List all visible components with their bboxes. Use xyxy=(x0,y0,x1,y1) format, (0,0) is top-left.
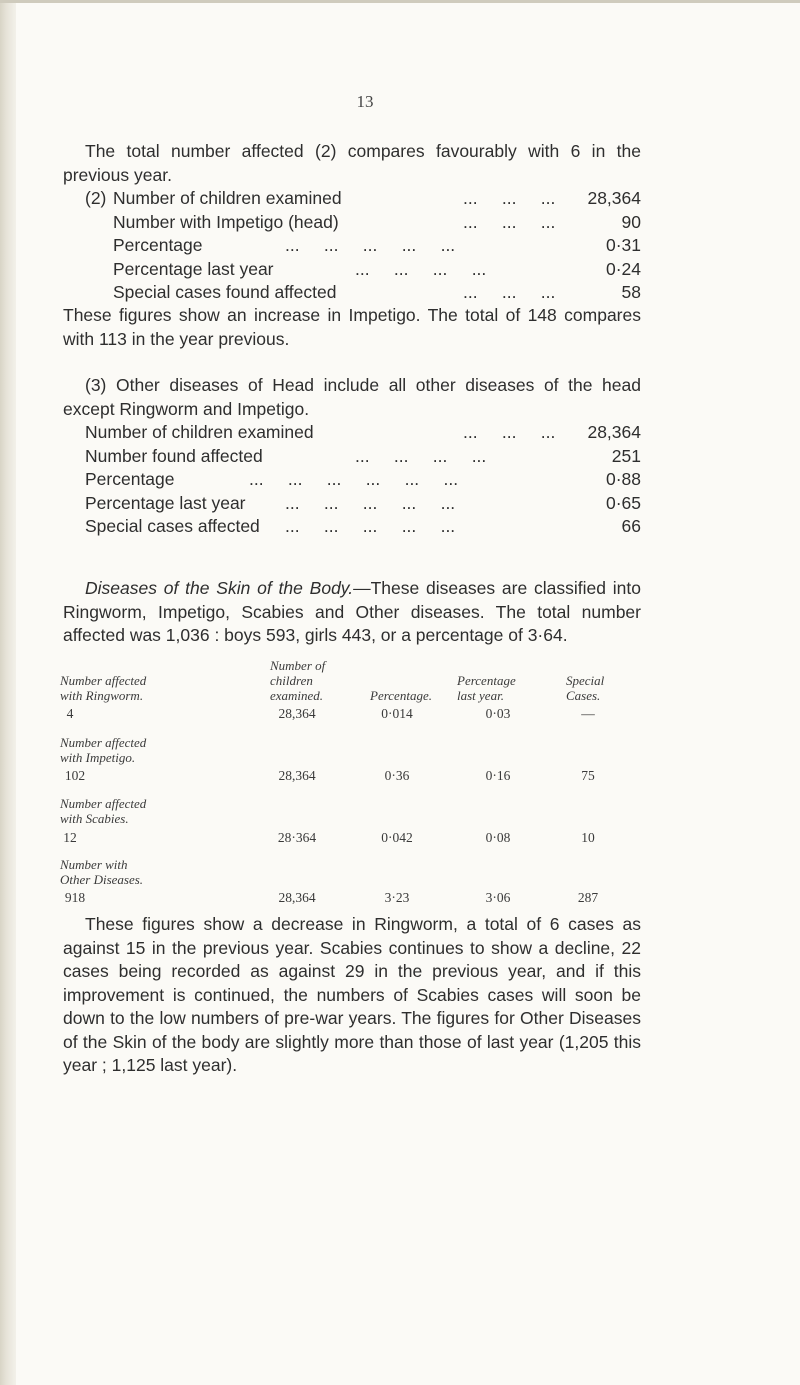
skin-section-text: —These diseases are classified into Ringworm, Impetigo, Scabies and Other diseases. The total number affected was 1,036 : boys 593, girls 443, or a percentage of 3·64. xyxy=(63,578,641,645)
page-number: 13 xyxy=(356,92,374,111)
leader-dots: ... ... ... xyxy=(463,211,556,232)
cell-special: — xyxy=(581,706,595,721)
section-label: (2) xyxy=(85,188,107,208)
cell-last-year: 3·06 xyxy=(485,890,511,905)
stat-label: Percentage last year xyxy=(113,258,274,279)
leader-dots: ... ... ... ... xyxy=(355,258,487,279)
cell-affected: 4 xyxy=(66,706,74,721)
cell-affected: 102 xyxy=(64,768,86,783)
leader-dots: ... ... ... xyxy=(463,188,556,208)
cell-examined: 28,364 xyxy=(278,768,316,783)
header-special xyxy=(566,673,604,703)
stat-label: Percentage last year xyxy=(85,492,246,513)
stat-label: Number of children examined xyxy=(113,188,342,208)
row-label xyxy=(60,796,146,826)
header-last-year-line1: Percentage xyxy=(457,673,516,688)
cell-percentage: 0·36 xyxy=(384,768,410,783)
header-special-line1: Special xyxy=(566,673,605,688)
leader-dots: ... ... ... ... ... xyxy=(285,516,456,536)
stat-label: Special cases found affected xyxy=(113,282,337,302)
stat-label: Number of children examined xyxy=(85,422,314,442)
skin-section-heading: Diseases of the Skin of the Body. xyxy=(85,578,354,598)
cell-percentage: 3·23 xyxy=(384,890,410,905)
cell-special: 75 xyxy=(581,768,595,783)
stat-value: 0·65 xyxy=(605,492,641,513)
impetigo-note: These figures show an increase in Impetigo. The total of 148 compares with 113 in the year previous. xyxy=(63,305,641,349)
header-special-line2: Cases. xyxy=(566,688,601,703)
cell-last-year: 0·08 xyxy=(485,830,511,845)
row-label xyxy=(60,735,146,765)
conclusion-paragraph: These figures show a decrease in Ringworm, a total of 6 cases as against 15 in the previous year. Scabies continues to show a decline, 22 cases being recorded as against 29 in the previous year, and if this improvement is continued, the numbers of Scabies cases will soon be down to the low numbers of pre-war years. The figures for Other Diseases of the Skin of the body are slightly more than those of last year (1,205 this year ; 1,125 last year). xyxy=(63,914,641,1075)
stat-label: Number with Impetigo (head) xyxy=(113,211,339,232)
cell-affected: 12 xyxy=(63,830,77,845)
row-label-line1: Number affected xyxy=(60,735,147,750)
head-section-intro: (3) Other diseases of Head include all other diseases of the head except Ringworm and Impetigo. xyxy=(63,375,641,419)
header-last-year-line2: last year. xyxy=(457,688,504,703)
header-examined-line1: Number of xyxy=(270,658,326,673)
row-label-line2: with Impetigo. xyxy=(60,750,136,765)
stat-label: Percentage xyxy=(85,469,175,489)
stat-label: Percentage xyxy=(113,235,203,255)
stat-value: 28,364 xyxy=(587,422,641,442)
cell-last-year: 0·16 xyxy=(485,768,511,783)
stat-value: 251 xyxy=(611,445,641,466)
leader-dots: ... ... ... ... ... xyxy=(285,235,456,255)
header-affected-line1: Number affected xyxy=(60,673,147,688)
row-label xyxy=(60,857,143,887)
header-examined-line3: examined. xyxy=(270,688,324,703)
leader-dots: ... ... ... ... xyxy=(355,445,487,466)
cell-percentage: 0·042 xyxy=(381,830,413,845)
cell-examined: 28,364 xyxy=(278,890,316,905)
cell-special: 287 xyxy=(577,890,599,905)
stat-value: 0·24 xyxy=(605,258,641,279)
header-percentage: Percentage. xyxy=(370,688,432,703)
leader-dots: ... ... ... xyxy=(463,422,556,442)
row-label-line2: Other Diseases. xyxy=(60,872,144,887)
row-label-line2: with Scabies. xyxy=(60,811,129,826)
header-examined xyxy=(270,658,325,703)
cell-affected: 918 xyxy=(64,890,86,905)
cell-examined: 28,364 xyxy=(278,706,316,721)
header-examined-line2: children xyxy=(270,673,313,688)
header-affected xyxy=(60,673,146,703)
cell-examined: 28·364 xyxy=(277,830,317,845)
row-label-line1: Number affected xyxy=(60,796,147,811)
intro-paragraph: The total number affected (2) compares favourably with 6 in the previous year. xyxy=(63,141,641,185)
cell-percentage: 0·014 xyxy=(381,706,413,721)
cell-last-year: 0·03 xyxy=(485,706,511,721)
row-label-line1: Number with xyxy=(60,857,128,872)
stat-value: 58 xyxy=(621,282,641,302)
leader-dots: ... ... ... xyxy=(463,282,556,302)
stat-label: Special cases affected xyxy=(85,516,260,536)
leader-dots: ... ... ... ... ... xyxy=(285,492,456,513)
stat-value: 90 xyxy=(621,211,641,232)
stat-value: 0·88 xyxy=(605,469,641,489)
stat-label: Number found affected xyxy=(85,445,263,466)
cell-special: 10 xyxy=(581,830,595,845)
header-affected-line2: with Ringworm. xyxy=(60,688,144,703)
stat-value: 66 xyxy=(621,516,641,536)
stat-value: 0·31 xyxy=(605,235,641,255)
leader-dots: ... ... ... ... ... ... xyxy=(249,469,459,489)
stat-value: 28,364 xyxy=(587,188,641,208)
header-last-year xyxy=(457,673,516,703)
